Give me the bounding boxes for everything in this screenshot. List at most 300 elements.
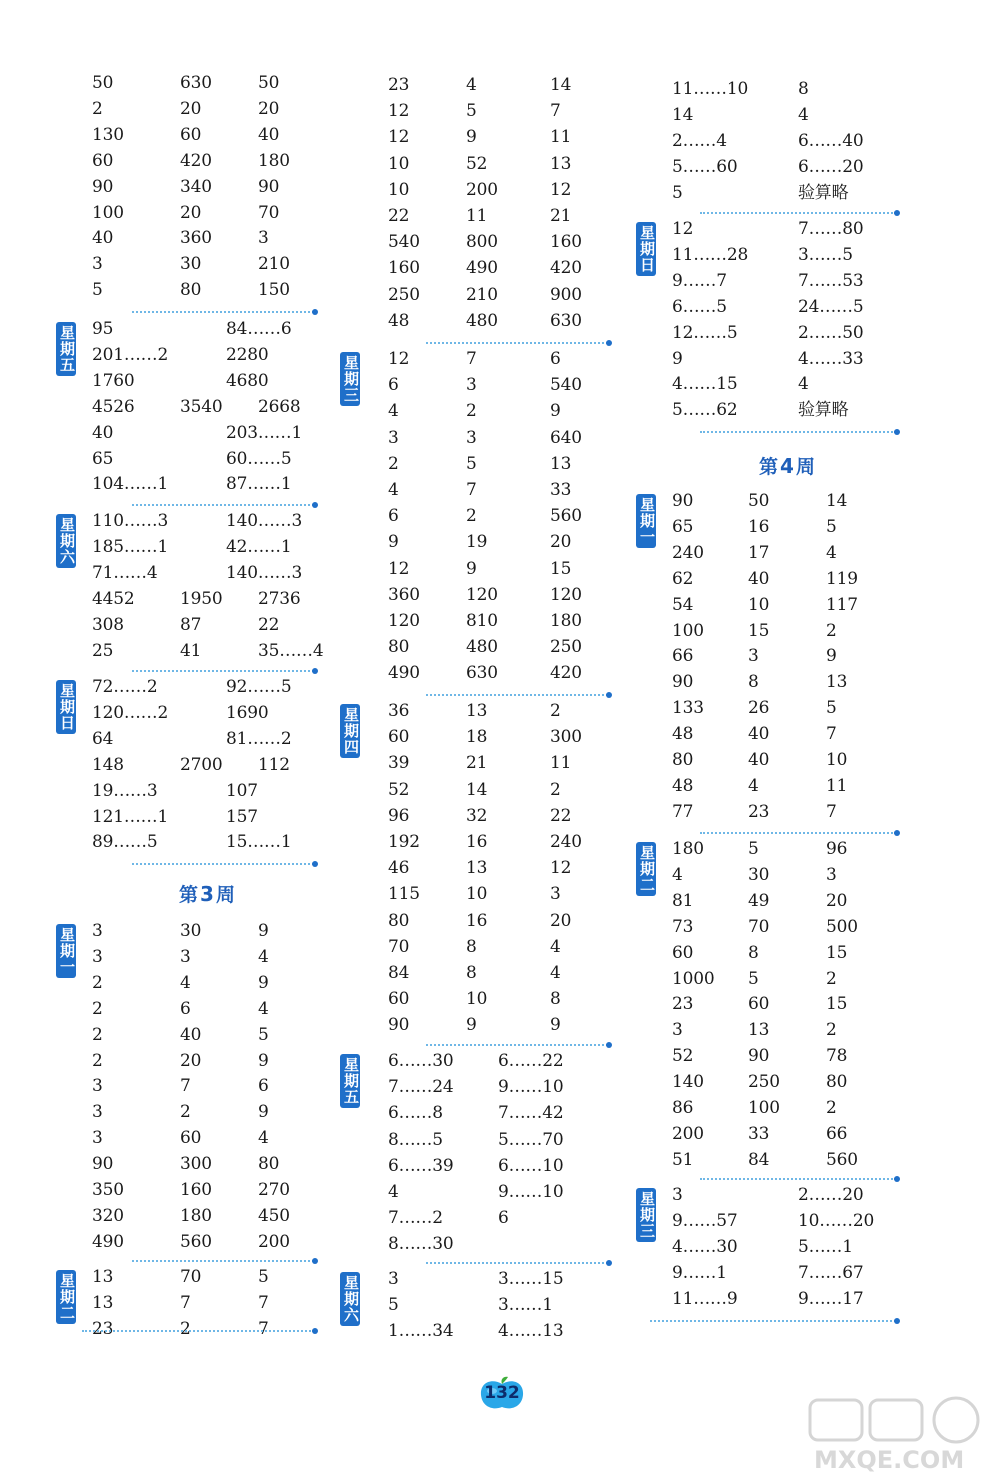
answer-cell: 3 xyxy=(672,1020,683,1041)
answer-cell: 3 xyxy=(258,228,269,249)
answer-cell: 5 xyxy=(748,968,759,989)
answer-cell: 96 xyxy=(826,839,848,859)
answer-cell: 11……9 xyxy=(672,1288,738,1309)
answer-cell: 100 xyxy=(672,620,704,641)
answer-cell: 5……1 xyxy=(798,1236,853,1257)
section-divider xyxy=(132,311,314,313)
answer-cell: 240 xyxy=(672,542,704,563)
answer-cell: 5 xyxy=(258,1024,269,1045)
answer-cell: 90 xyxy=(748,1046,770,1067)
answer-cell: 77 xyxy=(672,801,694,822)
answer-cell: 192 xyxy=(388,832,420,852)
answer-cell: 11 xyxy=(466,206,488,226)
answer-cell: 2 xyxy=(466,401,477,422)
answer-cell: 250 xyxy=(748,1072,780,1093)
weekday-tag: 星期日 xyxy=(636,222,656,276)
answer-cell: 90 xyxy=(258,176,280,197)
answer-cell: 40 xyxy=(748,568,770,589)
week-title-prefix: 第 xyxy=(179,884,199,906)
answer-cell: 5 xyxy=(466,453,477,474)
answer-cell: 52 xyxy=(388,779,410,800)
answer-cell: 250 xyxy=(388,284,420,305)
answer-cell: 450 xyxy=(258,1205,290,1226)
answer-cell: 160 xyxy=(180,1180,212,1200)
answer-cell: 6……8 xyxy=(388,1103,443,1124)
answer-cell: 12 xyxy=(672,219,694,239)
answer-cell: 66 xyxy=(826,1123,848,1144)
answer-cell: 84 xyxy=(748,1149,770,1170)
answer-cell: 6 xyxy=(180,998,191,1019)
answer-cell: 210 xyxy=(466,284,498,305)
answer-cell: 40 xyxy=(180,1024,202,1045)
answer-cell: 630 xyxy=(466,663,498,684)
answer-cell: 6……30 xyxy=(388,1051,454,1071)
answer-cell: 70 xyxy=(258,202,280,223)
answer-cell: 110……3 xyxy=(92,511,169,531)
answer-cell: 420 xyxy=(550,258,582,279)
answer-cell: 14 xyxy=(826,491,848,511)
answer-cell: 4 xyxy=(180,972,191,993)
answer-cell: 2 xyxy=(826,1098,837,1118)
answer-cell: 2 xyxy=(388,453,399,474)
answer-cell: 10 xyxy=(388,153,410,174)
answer-cell: 9……7 xyxy=(672,270,727,291)
answer-cell: 5 xyxy=(672,182,683,203)
answer-cell: 2 xyxy=(92,98,103,119)
answer-cell: 300 xyxy=(550,727,582,748)
section-divider xyxy=(132,504,314,506)
answer-cell: 70 xyxy=(388,936,410,957)
answer-cell: 15……1 xyxy=(226,832,292,853)
weekday-tag: 星期六 xyxy=(340,1272,360,1326)
answer-cell: 3 xyxy=(748,646,759,667)
answer-cell: 62 xyxy=(672,568,694,589)
answer-cell: 630 xyxy=(180,73,212,93)
answer-cell: 12 xyxy=(550,858,572,879)
answer-cell: 560 xyxy=(550,506,582,527)
answer-cell: 48 xyxy=(672,724,694,745)
answer-cell: 148 xyxy=(92,754,124,775)
answer-cell: 19 xyxy=(466,532,488,553)
answer-cell: 54 xyxy=(672,594,694,615)
answer-cell: 10 xyxy=(388,179,410,200)
answer-cell: 4680 xyxy=(226,370,269,391)
answer-cell: 140……3 xyxy=(226,511,303,531)
answer-cell: 3……5 xyxy=(798,244,853,265)
answer-cell: 150 xyxy=(258,280,290,301)
answer-cell: 810 xyxy=(466,611,498,631)
answer-cell: 70 xyxy=(748,916,770,937)
answer-cell: 6……20 xyxy=(798,156,864,177)
answer-cell: 13 xyxy=(92,1267,114,1287)
answer-cell: 80 xyxy=(388,637,410,658)
section-divider xyxy=(82,1330,314,1332)
answer-cell: 3 xyxy=(826,864,837,885)
answer-cell: 30 xyxy=(180,254,202,275)
answer-cell: 2 xyxy=(826,1020,837,1041)
answer-cell: 250 xyxy=(550,637,582,658)
answer-cell: 630 xyxy=(550,310,582,331)
answer-cell: 86 xyxy=(672,1098,694,1118)
answer-cell: 6 xyxy=(388,506,399,527)
answer-cell: 1760 xyxy=(92,370,135,391)
answer-cell: 12 xyxy=(550,179,572,200)
answer-cell: 12 xyxy=(388,101,410,122)
answer-cell: 40 xyxy=(258,124,280,145)
answer-cell: 40 xyxy=(748,750,770,770)
answer-cell: 120 xyxy=(466,584,498,605)
answer-cell: 8 xyxy=(748,942,759,963)
answer-cell: 7 xyxy=(826,801,837,822)
answer-cell: 11……10 xyxy=(672,79,749,99)
answer-cell: 480 xyxy=(466,310,498,331)
answer-cell: 3 xyxy=(388,427,399,448)
answer-cell: 71……4 xyxy=(92,562,158,583)
answer-cell: 480 xyxy=(466,637,498,658)
answer-cell: 50 xyxy=(92,73,114,93)
answer-cell: 4……30 xyxy=(672,1236,738,1257)
answer-cell: 200 xyxy=(466,179,498,200)
answer-cell: 9 xyxy=(550,401,561,422)
answer-cell: 7……2 xyxy=(388,1208,443,1229)
answer-cell: 80 xyxy=(388,910,410,931)
answer-cell: 4452 xyxy=(92,588,135,609)
answer-cell: 4 xyxy=(550,936,561,957)
answer-cell: 360 xyxy=(180,228,212,249)
answer-cell: 2 xyxy=(826,968,837,989)
answer-cell: 6 xyxy=(388,375,399,396)
answer-cell: 3 xyxy=(672,1185,683,1205)
answer-cell: 180 xyxy=(550,611,582,631)
answer-cell: 4 xyxy=(466,75,477,95)
answer-cell: 2……20 xyxy=(798,1185,864,1205)
answer-cell: 12 xyxy=(388,558,410,579)
answer-cell: 9 xyxy=(258,921,269,941)
answer-cell: 33 xyxy=(748,1123,770,1144)
answer-cell: 验算略 xyxy=(798,400,849,421)
answer-cell: 8 xyxy=(466,963,477,983)
answer-cell: 490 xyxy=(388,663,420,684)
answer-cell: 3 xyxy=(550,884,561,905)
section-divider xyxy=(426,694,608,696)
answer-cell: 9……10 xyxy=(498,1182,564,1202)
answer-cell: 3 xyxy=(92,1076,103,1097)
answer-cell: 6……22 xyxy=(498,1051,564,1071)
weekday-tag: 星期五 xyxy=(340,1054,360,1108)
answer-cell: 2 xyxy=(180,1102,191,1123)
answer-cell: 72……2 xyxy=(92,677,158,697)
answer-cell: 7……42 xyxy=(498,1103,564,1124)
answer-cell: 4 xyxy=(388,1182,399,1202)
answer-cell: 340 xyxy=(180,176,212,197)
answer-cell: 13 xyxy=(92,1292,114,1313)
answer-cell: 2 xyxy=(180,1318,191,1339)
answer-cell: 4 xyxy=(550,963,561,983)
answer-cell: 25 xyxy=(92,640,114,661)
answer-cell: 52 xyxy=(672,1046,694,1067)
answer-cell: 107 xyxy=(226,780,258,801)
answer-cell: 14 xyxy=(466,779,488,800)
answer-cell: 19……3 xyxy=(92,780,158,801)
answer-cell: 81 xyxy=(672,890,694,911)
answer-cell: 7 xyxy=(826,724,837,745)
answer-cell: 30 xyxy=(180,921,202,941)
answer-cell: 11 xyxy=(550,753,572,774)
answer-cell: 10 xyxy=(826,750,848,770)
answer-cell: 4 xyxy=(798,374,809,395)
answer-cell: 2……50 xyxy=(798,322,864,343)
week-title xyxy=(712,452,862,479)
answer-cell: 60 xyxy=(180,124,202,145)
answer-cell: 3540 xyxy=(180,396,223,417)
answer-cell: 90 xyxy=(672,491,694,511)
answer-cell: 7 xyxy=(258,1292,269,1313)
answer-cell: 133 xyxy=(672,698,704,719)
answer-cell: 96 xyxy=(388,805,410,826)
answer-cell: 240 xyxy=(550,832,582,852)
answer-cell: 1000 xyxy=(672,968,715,989)
answer-cell: 2 xyxy=(92,1024,103,1045)
answer-cell: 22 xyxy=(258,614,280,635)
answer-cell: 20 xyxy=(258,98,280,119)
answer-cell: 80 xyxy=(258,1154,280,1175)
answer-cell: 49 xyxy=(748,890,770,911)
answer-cell: 10……20 xyxy=(798,1210,875,1231)
answer-cell: 500 xyxy=(826,916,858,937)
answer-cell: 9 xyxy=(826,646,837,667)
section-divider xyxy=(132,1260,314,1262)
answer-cell: 6……10 xyxy=(498,1155,564,1176)
answer-cell: 640 xyxy=(550,427,582,448)
answer-cell: 104……1 xyxy=(92,474,169,495)
answer-cell: 4 xyxy=(388,401,399,422)
answer-cell: 120 xyxy=(550,584,582,605)
answer-cell: 70 xyxy=(180,1267,202,1287)
answer-cell: 8 xyxy=(748,672,759,693)
answer-cell: 11……28 xyxy=(672,244,749,265)
section-divider xyxy=(700,832,896,834)
answer-cell: 9……10 xyxy=(498,1077,564,1098)
answer-cell: 201……2 xyxy=(92,344,169,365)
answer-cell: 2668 xyxy=(258,396,301,417)
answer-cell: 8……5 xyxy=(388,1129,443,1150)
answer-cell: 9……1 xyxy=(672,1262,727,1283)
answer-cell: 11 xyxy=(826,775,848,796)
answer-cell: 4 xyxy=(258,946,269,967)
answer-cell: 9……57 xyxy=(672,1210,738,1231)
answer-cell: 7 xyxy=(466,480,477,500)
answer-cell: 89……5 xyxy=(92,832,158,853)
page-number-badge xyxy=(478,1376,526,1412)
answer-cell: 2736 xyxy=(258,588,301,609)
answer-cell: 2……4 xyxy=(672,130,727,151)
answer-cell: 20 xyxy=(826,890,848,911)
answer-cell: 50 xyxy=(748,491,770,511)
answer-cell: 157 xyxy=(226,806,258,827)
weekday-tag: 星期五 xyxy=(56,322,76,376)
answer-cell: 24……5 xyxy=(798,296,864,317)
answer-cell: 90 xyxy=(388,1015,410,1036)
week-title-suffix: 周 xyxy=(795,456,815,478)
answer-cell: 51 xyxy=(672,1149,694,1170)
answer-cell: 4 xyxy=(826,542,837,563)
answer-cell: 4 xyxy=(798,104,809,125)
answer-cell: 90 xyxy=(92,1154,114,1175)
answer-cell: 48 xyxy=(388,310,410,331)
answer-cell: 8 xyxy=(550,989,561,1010)
week-title-suffix: 周 xyxy=(215,884,235,906)
answer-cell: 21 xyxy=(550,206,572,226)
answer-cell: 92……5 xyxy=(226,677,292,697)
answer-cell: 4 xyxy=(748,775,759,796)
answer-cell: 8……30 xyxy=(388,1234,454,1255)
answer-cell: 5……62 xyxy=(672,400,738,421)
answer-cell: 5 xyxy=(748,839,759,859)
answer-cell: 9……17 xyxy=(798,1288,864,1309)
answer-cell: 23 xyxy=(92,1318,114,1339)
section-divider xyxy=(700,431,896,433)
svg-text:MXQE.COM: MXQE.COM xyxy=(814,1446,965,1474)
answer-cell: 16 xyxy=(466,910,488,931)
weekday-tag: 星期二 xyxy=(56,1270,76,1324)
answer-cell: 540 xyxy=(550,375,582,396)
answer-cell: 121……1 xyxy=(92,806,169,827)
answer-cell: 13 xyxy=(466,701,488,721)
answer-cell: 21 xyxy=(466,753,488,774)
answer-cell: 7……24 xyxy=(388,1077,454,1098)
answer-cell: 8 xyxy=(798,79,809,99)
answer-cell: 7 xyxy=(550,101,561,122)
answer-cell: 4……33 xyxy=(798,348,864,369)
answer-cell: 5 xyxy=(388,1295,399,1316)
answer-cell: 560 xyxy=(826,1149,858,1170)
answer-cell: 20 xyxy=(180,1050,202,1071)
weekday-tag: 星期三 xyxy=(636,1188,656,1242)
answer-cell: 42……1 xyxy=(226,536,292,557)
answer-cell: 300 xyxy=(180,1154,212,1175)
answer-cell: 17 xyxy=(748,542,770,563)
answer-cell: 6……39 xyxy=(388,1155,454,1176)
answer-cell: 540 xyxy=(388,232,420,253)
answer-cell: 2 xyxy=(92,998,103,1019)
answer-cell: 3……15 xyxy=(498,1269,564,1289)
section-divider xyxy=(700,212,896,214)
weekday-tag: 星期三 xyxy=(340,352,360,406)
answer-cell: 119 xyxy=(826,568,858,589)
answer-cell: 64 xyxy=(92,728,114,749)
answer-cell: 5……70 xyxy=(498,1129,564,1150)
answer-cell: 60 xyxy=(180,1128,202,1149)
answer-cell: 12 xyxy=(388,349,410,369)
answer-cell: 6……40 xyxy=(798,130,864,151)
answer-cell: 3 xyxy=(92,254,103,275)
answer-cell: 7……67 xyxy=(798,1262,864,1283)
answer-cell: 35……4 xyxy=(258,640,324,661)
answer-cell: 5 xyxy=(258,1267,269,1287)
answer-cell: 22 xyxy=(388,206,410,226)
answer-cell: 10 xyxy=(466,884,488,905)
answer-cell: 180 xyxy=(672,839,704,859)
answer-cell: 26 xyxy=(748,698,770,719)
answer-cell: 4526 xyxy=(92,396,135,417)
answer-cell: 50 xyxy=(258,73,280,93)
answer-cell: 3 xyxy=(466,375,477,396)
weekday-tag: 星期一 xyxy=(56,924,76,978)
answer-cell: 5 xyxy=(826,516,837,537)
answer-cell: 22 xyxy=(550,805,572,826)
answer-cell: 7 xyxy=(258,1318,269,1339)
week-title-num: 3 xyxy=(200,882,214,906)
answer-cell: 80 xyxy=(180,280,202,301)
answer-cell: 3 xyxy=(92,1128,103,1149)
answer-cell: 60 xyxy=(92,150,114,171)
answer-cell: 900 xyxy=(550,284,582,305)
answer-cell: 14 xyxy=(550,75,572,95)
answer-cell: 12……5 xyxy=(672,322,738,343)
section-divider xyxy=(650,1320,896,1322)
weekday-tag: 星期一 xyxy=(636,494,656,548)
answer-cell: 41 xyxy=(180,640,202,661)
answer-cell: 9 xyxy=(388,532,399,553)
answer-cell: 4……13 xyxy=(498,1321,564,1342)
answer-cell: 87 xyxy=(180,614,202,635)
answer-cell: 2 xyxy=(92,972,103,993)
answer-cell: 3 xyxy=(92,946,103,967)
answer-cell: 7 xyxy=(180,1076,191,1097)
answer-cell: 3 xyxy=(92,1102,103,1123)
answer-cell: 84……6 xyxy=(226,319,292,339)
answer-cell: 100 xyxy=(92,202,124,223)
answer-cell: 180 xyxy=(180,1205,212,1226)
answer-cell: 9 xyxy=(466,1015,477,1036)
answer-cell: 23 xyxy=(388,75,410,95)
answer-cell: 9 xyxy=(672,348,683,369)
weekday-tag: 星期二 xyxy=(636,842,656,896)
answer-cell: 80 xyxy=(672,750,694,770)
answer-cell: 350 xyxy=(92,1180,124,1200)
answer-cell: 420 xyxy=(550,663,582,684)
week-title-num: 4 xyxy=(780,454,794,478)
section-divider xyxy=(426,1044,608,1046)
answer-cell: 4……15 xyxy=(672,374,738,395)
answer-cell: 84 xyxy=(388,963,410,983)
answer-cell: 4 xyxy=(672,864,683,885)
answer-cell: 490 xyxy=(466,258,498,279)
answer-cell: 73 xyxy=(672,916,694,937)
answer-cell: 20 xyxy=(180,98,202,119)
answer-cell: 3 xyxy=(388,1269,399,1289)
answer-cell: 36 xyxy=(388,701,410,721)
answer-cell: 3 xyxy=(466,427,477,448)
week-title xyxy=(132,880,282,907)
answer-cell: 66 xyxy=(672,646,694,667)
answer-cell: 7……53 xyxy=(798,270,864,291)
answer-cell: 9 xyxy=(258,1102,269,1123)
answer-cell: 3……1 xyxy=(498,1295,553,1316)
answer-cell: 7 xyxy=(180,1292,191,1313)
answer-cell: 65 xyxy=(92,448,114,469)
section-divider xyxy=(426,342,608,344)
answer-cell: 6……5 xyxy=(672,296,727,317)
section-divider xyxy=(132,863,314,865)
answer-cell: 6 xyxy=(498,1208,509,1229)
answer-cell: 40 xyxy=(92,228,114,249)
answer-cell: 15 xyxy=(826,994,848,1015)
answer-cell: 5 xyxy=(92,280,103,301)
answer-cell: 81……2 xyxy=(226,728,292,749)
answer-cell: 46 xyxy=(388,858,410,879)
answer-cell: 360 xyxy=(388,584,420,605)
